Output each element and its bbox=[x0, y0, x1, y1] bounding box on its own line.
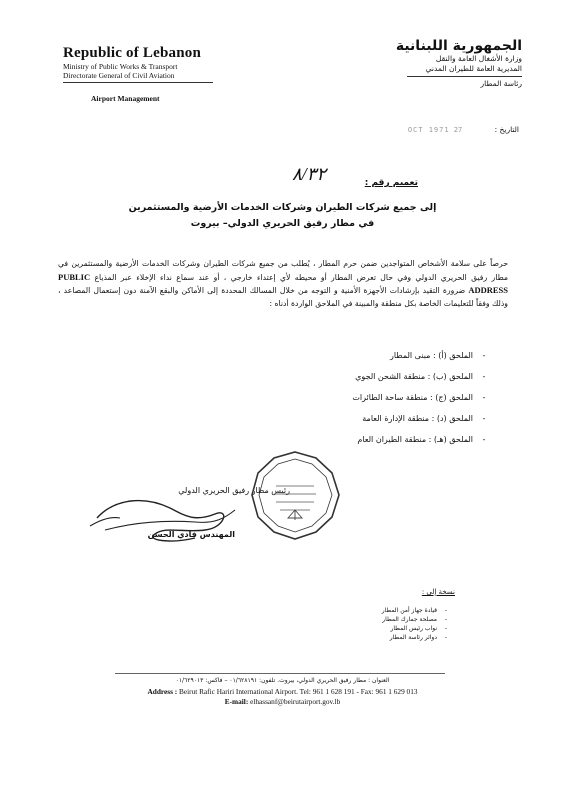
copy-recipient: قيادة جهاز أمن المطار bbox=[381, 607, 437, 614]
circular-number: ٨/٣٢ bbox=[291, 164, 326, 184]
department-ar: رئاسة المطار bbox=[480, 79, 522, 88]
copies-label: نسخة إلى : bbox=[421, 588, 455, 596]
public-address-term: PUBLIC ADDRESS bbox=[58, 271, 508, 295]
directorate-ar: المديرية العامة للطيران المدني bbox=[425, 64, 522, 73]
footer-address-line bbox=[0, 687, 565, 697]
body-part-1: حرصاً على سلامة الأشخاص المتواجدين ضمن حرم المطار ، يُطلب من جميع شركات الطيران وشركات الخدمات الأرضية والمستثمرين في مطار رفيق الحريري الدولي وفي حال تعرض المطار أو محيطه لأي إعتداء خارجي ، أو عند سماع نداء الإخلاء عبر المذياع bbox=[58, 259, 508, 282]
list-item bbox=[315, 615, 455, 624]
official-seal-stamp bbox=[248, 448, 343, 543]
copy-recipient: دوائر رئاسة المطار bbox=[389, 634, 437, 641]
body-paragraph bbox=[58, 258, 508, 310]
header-divider-en bbox=[63, 82, 213, 83]
annex-label: الملحق (ج) : منطقة ساحة الطائرات bbox=[352, 393, 473, 402]
list-item bbox=[315, 633, 455, 642]
circular-number-row bbox=[208, 164, 418, 189]
list-item bbox=[235, 387, 495, 408]
address-value: Beirut Rafic Hariri International Airport. Tel: 961 1 628 191 - Fax: 961 1 629 013 bbox=[179, 687, 418, 696]
list-dash: - bbox=[482, 372, 486, 381]
department-en: Airport Management bbox=[91, 94, 160, 103]
list-dash: - bbox=[482, 393, 486, 402]
list-dash: - bbox=[444, 625, 448, 632]
directorate-en: Directorate General of Civil Aviation bbox=[63, 71, 175, 80]
annex-label: الملحق (هـ) : منطقة الطيران العام bbox=[357, 435, 473, 444]
annex-label: الملحق (أ) : مبنى المطار bbox=[389, 351, 473, 360]
date-stamp: 27 OCT 1971 bbox=[407, 126, 463, 134]
annex-list bbox=[235, 345, 495, 450]
footer-address-en bbox=[0, 687, 565, 707]
list-item bbox=[235, 345, 495, 366]
list-item bbox=[315, 606, 455, 615]
circular-label: تعميم رقم : bbox=[364, 178, 418, 188]
copy-recipient: مصلحة جمارك المطار bbox=[382, 616, 437, 623]
email-label: E-mail: bbox=[224, 697, 249, 706]
ministry-en: Ministry of Public Works & Transport bbox=[63, 62, 178, 71]
list-item bbox=[235, 429, 495, 450]
date-row bbox=[408, 125, 519, 134]
annex-label: الملحق (ب) : منطقة الشحن الجوي bbox=[355, 372, 473, 381]
address-label: Address : bbox=[147, 687, 178, 696]
list-item bbox=[235, 366, 495, 387]
list-dash: - bbox=[444, 616, 448, 623]
email-link[interactable]: elhassanf@beirutairport.gov.lb bbox=[250, 697, 341, 706]
list-dash: - bbox=[482, 435, 486, 444]
ministry-ar: وزارة الأشغال العامة والنقل bbox=[435, 54, 522, 63]
signatory-title: رئيس مطار رفيق الحريري الدولي bbox=[178, 486, 290, 495]
signatory-name: المهندس فادي الحسن bbox=[147, 530, 235, 539]
addressee-line-1: إلى جميع شركات الطيران وشركات الخدمات الأرضية والمستثمرين bbox=[128, 202, 437, 213]
list-item bbox=[315, 624, 455, 633]
list-dash: - bbox=[482, 414, 486, 423]
list-dash: - bbox=[444, 607, 448, 614]
addressee bbox=[80, 200, 485, 232]
country-title-en: Republic of Lebanon bbox=[63, 45, 201, 61]
list-dash: - bbox=[482, 351, 486, 360]
footer-divider bbox=[115, 673, 445, 674]
copies-to bbox=[315, 588, 455, 642]
addressee-line-2: في مطار رفيق الحريري الدولي– بيروت bbox=[190, 218, 375, 229]
copy-recipient: نواب رئيس المطار bbox=[390, 625, 437, 632]
list-item bbox=[235, 408, 495, 429]
letterhead-english bbox=[63, 45, 233, 103]
footer-email-line bbox=[0, 697, 565, 707]
country-title-ar: الجمهورية اللبنانية bbox=[395, 38, 522, 54]
list-dash: - bbox=[444, 634, 448, 641]
annex-label: الملحق (د) : منطقة الإدارة العامة bbox=[362, 414, 473, 423]
header-divider-ar bbox=[407, 76, 522, 77]
body-part-2: ضرورة التقيد بإرشادات الأجهزة الأمنية و التوجه من خلال المسالك المحددة إلى الأماكن والبقع الآمنة دون إستعمال المصاعد ، وذلك وفقاً للتعليمات الخاصة بكل منطقة والمبينة في الملاحق الواردة أدناه : bbox=[58, 286, 508, 308]
letterhead-arabic bbox=[362, 38, 522, 88]
footer-address-ar: العنوان : مطار رفيق الحريري الدولي، بيروت. تلفون: ٠١/٦٢٨١٩١ – فاكس: ٠١/٦٢٩٠١٣ bbox=[175, 677, 390, 684]
date-label: التاريخ : bbox=[494, 125, 519, 134]
